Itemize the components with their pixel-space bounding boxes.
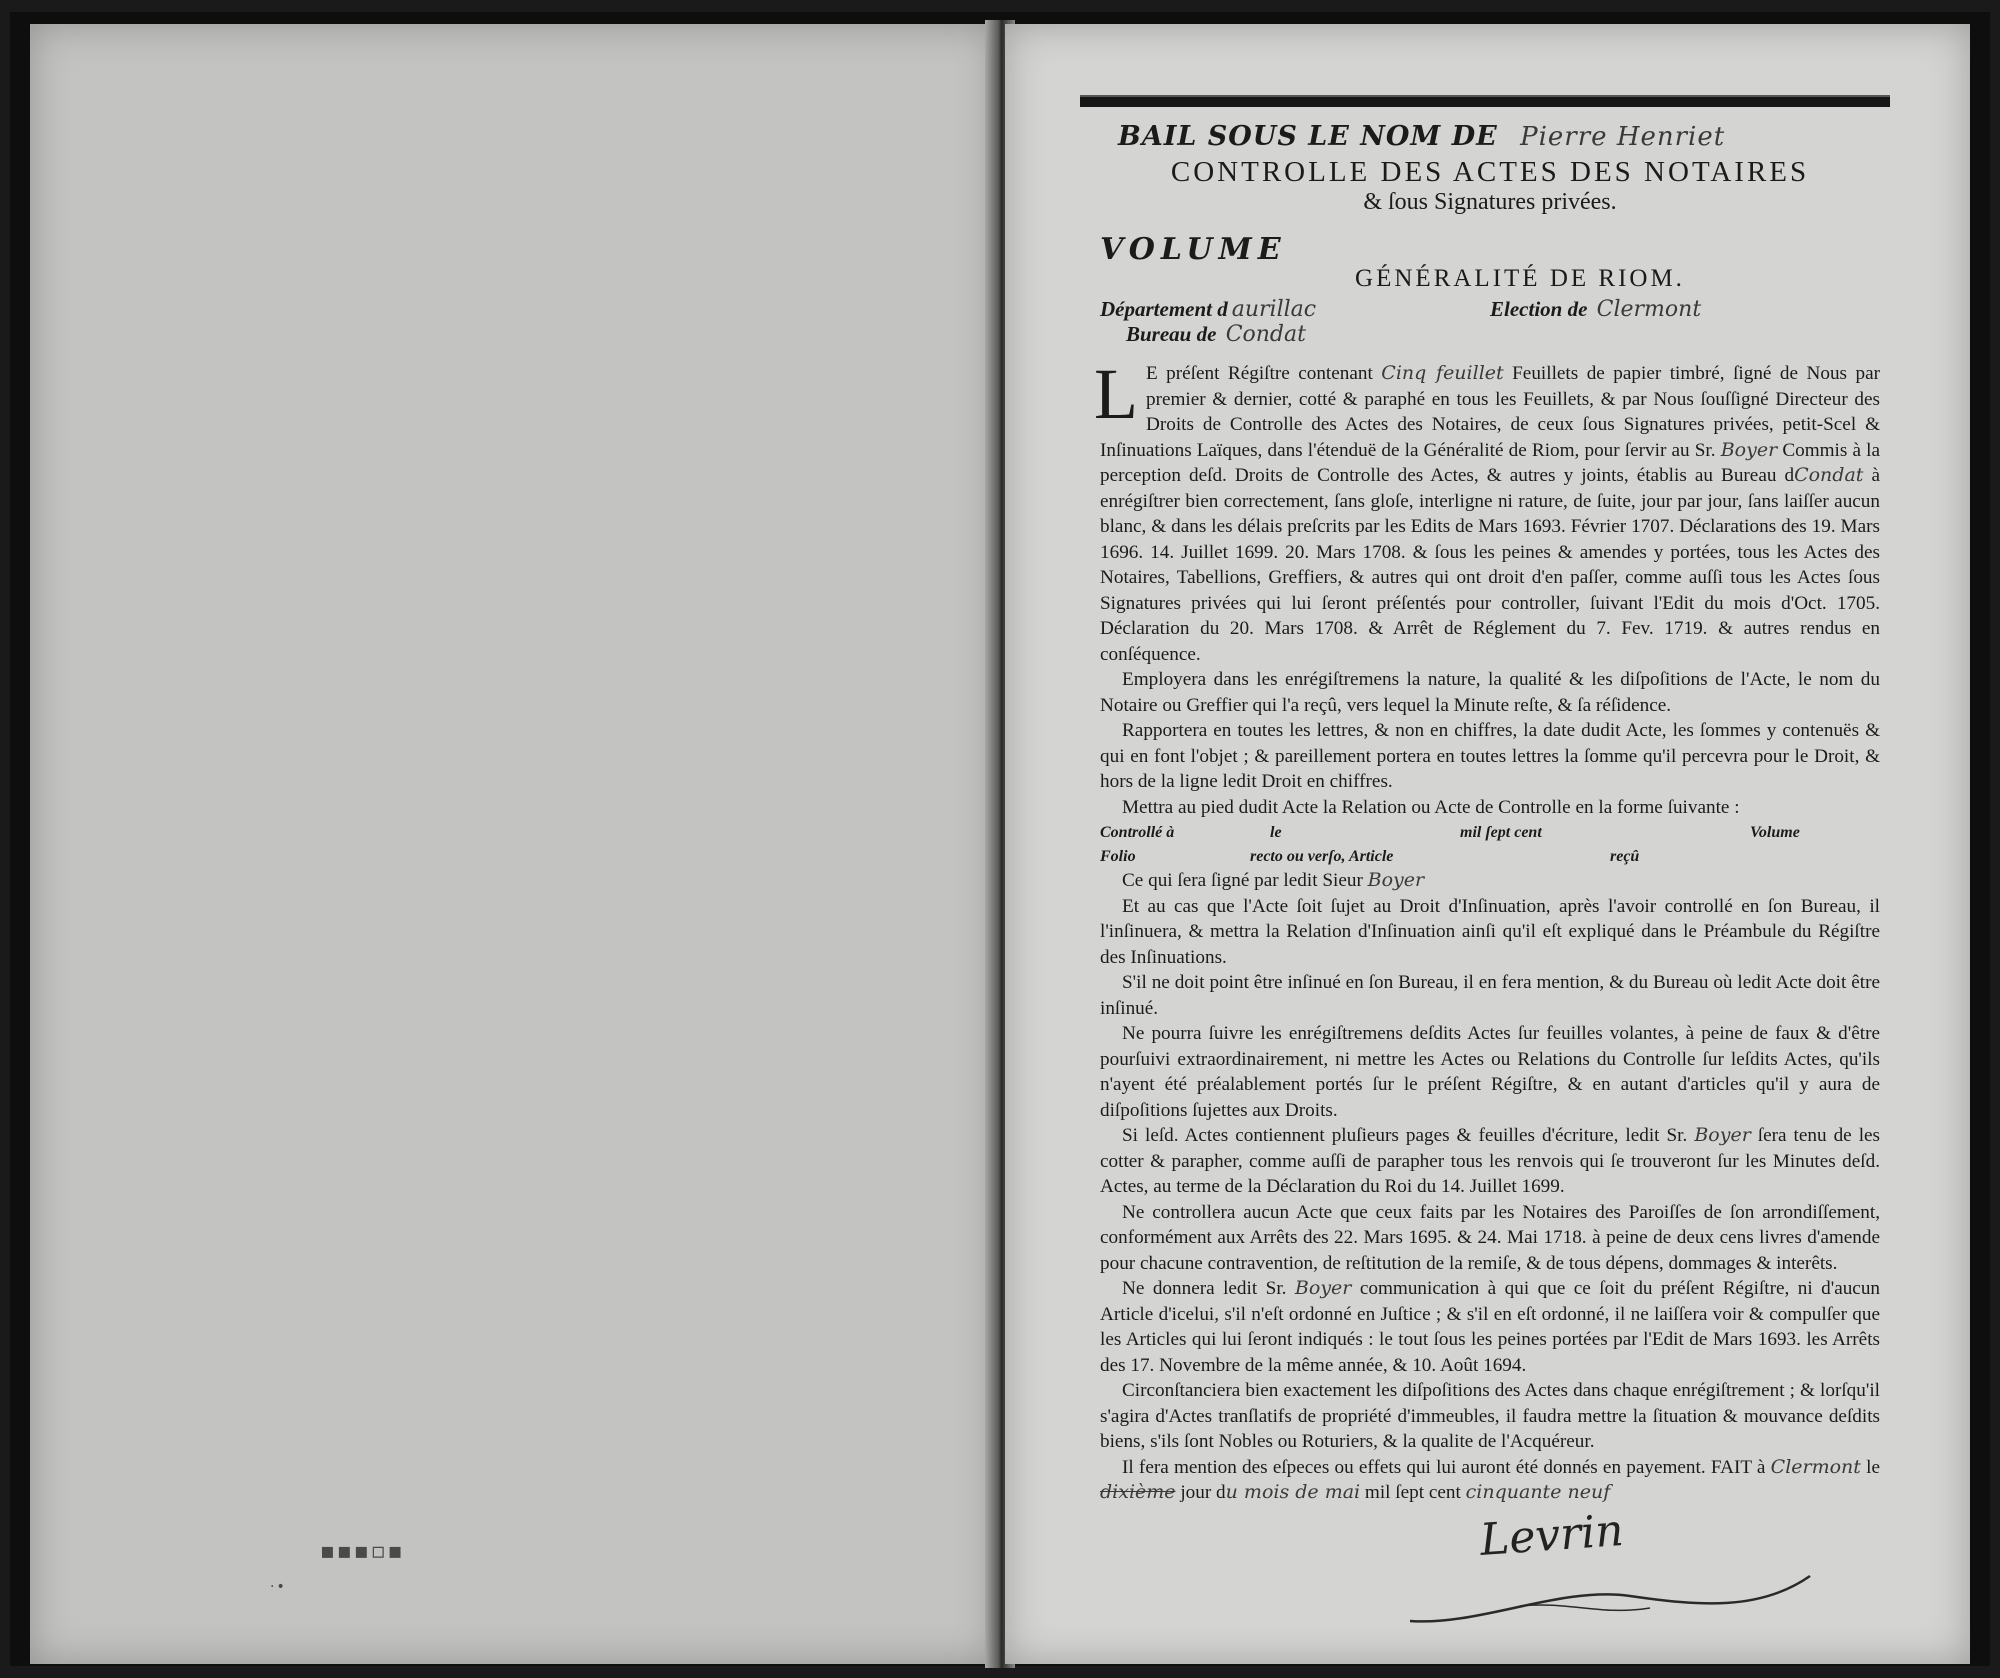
departement-value: aurillac: [1231, 297, 1317, 322]
form-volume: Volume: [1750, 824, 1800, 841]
bureau-label: Bureau de: [1126, 322, 1217, 346]
paragraph-8: Ne pourra ſuivre les enrégiſtremens deſdits Actes ſur feuilles volantes, à peine de faux & d'être pourſuivi extraordinairement, ni mettre les Actes ou Relations du Controlle ſur leſdits Actes, qu'ils n'ayent été préalablement portés ſur le préſent Régiſtre, & en autant d'articles qu'il y aura de diſpoſitions ſujettes aux Droits.: [1100, 1023, 1880, 1121]
p1-clerk-handwritten: Boyer: [1720, 438, 1778, 461]
paragraph-10: Ne controllera aucun Acte que ceux faits par les Notaires des Paroiſſes de ſon arrondiſſement, conformément aux Arrêts des 22. Mars 1695. & 24. Mai 1718. à peine de deux cens livres d'amende pour chacune contravention, de reſtitution de la remiſe, & de tous dépens, dommages & interêts.: [1100, 1201, 1880, 1274]
paragraph-5: [1100, 868, 1880, 894]
paragraph-4: Mettra au pied dudit Acte la Relation ou Acte de Controlle en la forme ſuivante :: [1122, 796, 1740, 818]
p1-leaves-handwritten: Cinq feuillet: [1381, 362, 1504, 384]
form-line-1: [1100, 822, 1880, 844]
volume-label: VOLUME: [1100, 232, 1287, 267]
p13-place-handwritten: Clermont: [1770, 1455, 1861, 1478]
director-signature: Levrin: [1478, 1504, 1626, 1566]
p5-name-handwritten: Boyer: [1367, 869, 1425, 891]
form-folio: Folio: [1100, 848, 1136, 865]
form-recu: reçû: [1610, 848, 1640, 865]
p9-text-b: ſera tenu de les cotter & parapher, comme auſſi de parapher tous les renvois qui ſe trouveront ſur les Minutes deſd. Actes, au terme de la Déclaration du Roi du 14. Juillet 1699.: [1100, 1125, 1881, 1197]
p13-text-c: jour d: [1180, 1482, 1226, 1503]
form-mil: mil ſept cent: [1460, 824, 1542, 841]
p11-text-a: Ne donnera ledit Sr.: [1122, 1278, 1287, 1299]
bureau-value: Condat: [1225, 322, 1306, 347]
p11-text-b: communication à qui que ce ſoit du préſent Régiſtre, ni d'aucun Article d'icelui, s'il n'eſt ordonné en Juſtice ; & s'il en eſt ordonné, il ne laiſſera voir & compulſer que les Articles qui lui ſeront indiqués : le tout ſous les peines portées par l'Edit de Mars 1693. les Arrêts des 17. Novembre de la même année, & 10. Août 1694.: [1100, 1278, 1881, 1376]
election-label: Election de: [1490, 297, 1588, 321]
document-title: CONTROLLE DES ACTES DES NOTAIRES: [1170, 156, 1810, 188]
left-page-mark: ▪▪▪▫▪: [320, 1539, 405, 1564]
p9-name-handwritten: Boyer: [1694, 1124, 1751, 1146]
left-page-mark-2: ·•: [270, 1579, 287, 1595]
form-recto: recto ou verſo, Article: [1250, 848, 1394, 865]
register-body: [1094, 354, 1881, 1506]
bail-line: [1118, 121, 1880, 152]
paragraph-12: Circonſtanciera bien exactement les diſpoſitions des Actes dans chaque enrégiſtrement ; & lorſqu'il s'agira d'Actes tranſlatifs de propriété d'immeubles, il faudra mettre la ſituation & mouvance deſdits biens, s'ils ſont Nobles ou Roturiers, & la qualite de l'Acquéreur.: [1100, 1380, 1880, 1452]
paragraph-3: Rapportera en toutes les lettres, & non en chiffres, la date dudit Acte, les ſommes y contenuës & qui en font l'objet ; & pareillement portera en toutes lettres la ſomme qu'il percevra pour le Droit, & hors de la ligne ledit Droit en chiffres.: [1100, 720, 1880, 792]
p1-text-d: à enrégiſtrer bien correctement, ſans gloſe, interligne ni rature, de ſuite, jour par jour, ſans laiſſer aucun blanc, & dans les délais preſcrits par les Edits de Mars 1693. Février 1707. Déclarations des 19. Mars 1696. 14. Juillet 1699. 20. Mars 1708. & ſous les peines & amendes y portées, tous les Actes des Notaires, Tabellions, Greffiers, & autres qui ont droit d'en paſſer, comme auſſi tous les Actes ſous Signatures privées qui lui ſeront préſentés pour controller, ſuivant l'Edit du mois d'Oct. 1705. Déclaration du 20. Mars 1708. & Arrêt de Réglement du 7. Fev. 1719. & autres rendus en conſéquence.: [1100, 465, 1881, 665]
p1-text-a: E préſent Régiſtre contenant: [1145, 363, 1373, 384]
bail-name-handwritten: Pierre Henriet: [1520, 122, 1726, 152]
paragraph-9: [1100, 1123, 1880, 1200]
paragraph-11: [1100, 1276, 1880, 1378]
p13-text-a: Il fera mention des eſpeces ou effets qui lui auront été donnés en payement. FAIT à: [1122, 1456, 1766, 1478]
generalite-heading: GÉNÉRALITÉ DE RIOM.: [1355, 265, 1685, 292]
signature-block: [1100, 1506, 1880, 1636]
p5-text: Ce qui ſera ſigné par ledit Sieur: [1122, 870, 1363, 891]
p1-text-c: Commis à la perception deſd. Droits de Controlle des Actes, & autres y joints, établis au Bureau d: [1100, 439, 1880, 486]
header-rule: [1080, 95, 1890, 107]
p9-text-a: Si leſd. Actes contiennent pluſieurs pages & feuilles d'écriture, ledit Sr.: [1122, 1125, 1688, 1146]
p13-text-b: le: [1866, 1456, 1881, 1478]
p13-month-handwritten: u mois de mai: [1225, 1481, 1361, 1503]
signature-flourish-icon: [1400, 1566, 1820, 1636]
departement-label: Département d: [1100, 297, 1228, 321]
paragraph-7: S'il ne doit point être inſinué en ſon Bureau, il en fera mention, & du Bureau où ledit Acte doit être inſinué.: [1100, 972, 1880, 1019]
paragraph-6: Et au cas que l'Acte ſoit ſujet au Droit d'Inſinuation, après l'avoir controllé en ſon Bureau, il l'inſinuera, & mettra la Relation d'Inſinuation ainſi qu'il eſt expliqué dans le Préambule du Régiſtre des Inſinuations.: [1100, 895, 1880, 968]
left-page: [30, 24, 995, 1664]
bureau-line: [1126, 322, 1880, 347]
paragraph-2: Employera dans les enrégiſtremens la nature, la qualité & les diſpoſitions de l'Acte, le nom du Notaire ou Greffier qui l'a reçû, vers lequel la Minute reſte, & ſa réſidence.: [1100, 669, 1880, 716]
p1-bureau-handwritten: Condat: [1794, 464, 1864, 486]
drop-cap: L: [1094, 354, 1138, 434]
p11-name-handwritten: Boyer: [1294, 1277, 1352, 1299]
p13-day-handwritten: dixième: [1100, 1481, 1176, 1503]
paragraph-13: [1100, 1455, 1880, 1506]
p1-text-b: Feuillets de papier timbré, ſigné de Nous par premier & dernier, cotté & paraphé en tous les Feuillets, & par Nous ſouſſigné Directeur des Droits de Controlle des Actes des Notaires, de ceux ſous Signatures privées, petit-Scel & Inſinuations Laïques, dans l'étenduë de la Généralité de Riom, pour ſervir au Sr.: [1100, 363, 1880, 461]
form-le: le: [1270, 824, 1282, 841]
form-line-2: [1100, 846, 1880, 868]
election-value: Clermont: [1596, 297, 1702, 322]
departement-election-line: [1100, 297, 1880, 322]
paragraph-1: [1094, 354, 1881, 667]
p13-year-handwritten: cinquante neuf: [1465, 1481, 1611, 1503]
register-text: [1094, 95, 1881, 1636]
form-controlle: Controllé à: [1100, 824, 1175, 841]
bail-prefix: BAIL SOUS LE NOM DE: [1118, 121, 1498, 152]
p13-text-d: mil ſept cent: [1364, 1482, 1461, 1503]
document-subtitle: & ſous Signatures privées.: [1363, 189, 1617, 215]
